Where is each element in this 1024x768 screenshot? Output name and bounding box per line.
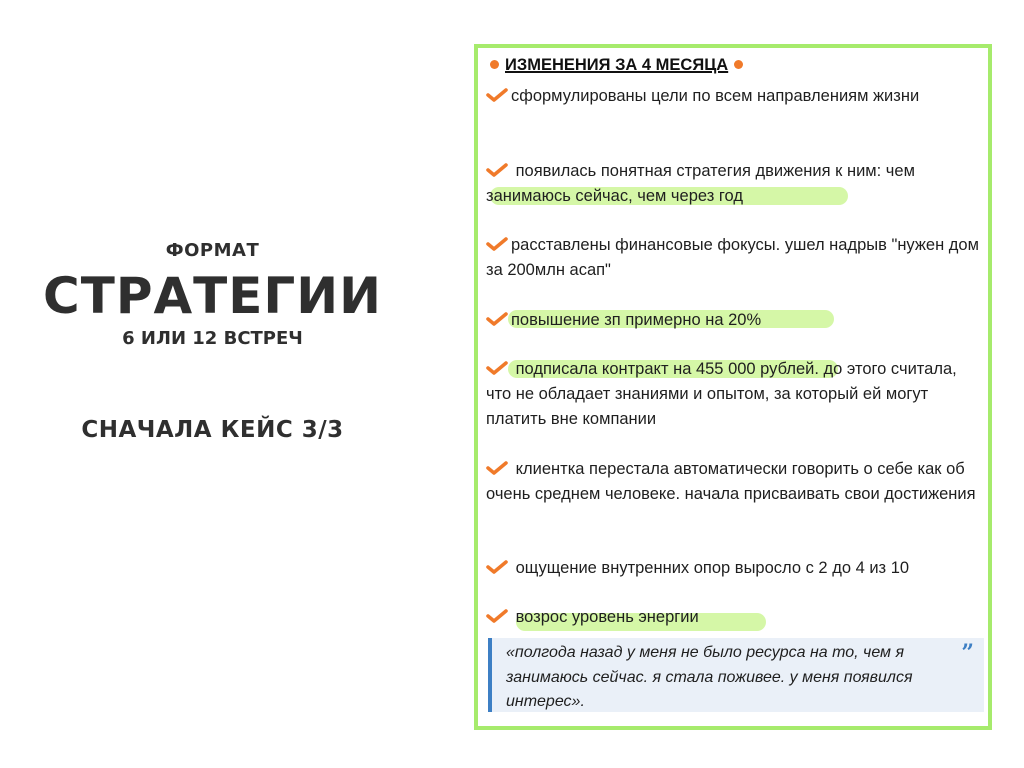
format-label: ФОРМАТ	[165, 240, 260, 261]
check-icon	[486, 608, 508, 622]
list-item	[486, 556, 986, 581]
list-item-text: расставлены финансовые фокусы. ушел надрыв "нужен дом за 200млн асап"	[486, 236, 979, 279]
check-icon	[486, 162, 508, 176]
list-item-text: клиентка перестала автоматически говорить о себе как об очень среднем человеке. начала присваивать свои достижения	[486, 460, 976, 503]
list-item-text: ощущение внутренних опор выросло с 2 до 4 из 10	[515, 559, 910, 577]
quote-text: «полгода назад у меня не было ресурса на то, чем я занимаюсь сейчас. я стала поживее. у меня появился интерес».	[506, 644, 913, 710]
left-panel	[0, 0, 430, 768]
list-item-text: появилась понятная стратегия движения к ним: чем занимаюсь сейчас, чем через год	[486, 162, 915, 205]
list-item	[486, 233, 986, 283]
check-icon	[486, 236, 508, 250]
check-icon	[486, 460, 508, 474]
list-item	[486, 84, 986, 109]
check-icon	[486, 360, 508, 374]
list-item-text: повышение зп примерно на 20%	[511, 311, 762, 329]
check-icon	[486, 311, 508, 325]
check-icon	[486, 87, 508, 101]
card-heading-text: ИЗМЕНЕНИЯ ЗА 4 МЕСЯЦА	[505, 56, 729, 74]
meetings-subtitle: 6 ИЛИ 12 ВСТРЕЧ	[122, 328, 303, 349]
list-item-text: подписала контракт на 455 000 рублей. до этого считала, что не обладает знаниями и опытом, за который ей могут платить вне компании	[486, 360, 957, 428]
page-title: СТРАТЕГИИ	[43, 267, 382, 325]
case-card	[474, 44, 992, 730]
quote-mark-icon: ”	[961, 640, 974, 666]
list-item-text: сформулированы цели по всем направлениям жизни	[511, 87, 920, 105]
orange-dot-icon	[490, 60, 499, 69]
list-item	[486, 159, 986, 209]
check-icon	[486, 559, 508, 573]
card-heading	[484, 56, 749, 80]
orange-dot-icon	[734, 60, 743, 69]
list-item	[486, 357, 986, 432]
case-label: СНАЧАЛА КЕЙС 3/3	[81, 417, 344, 443]
list-item	[486, 457, 986, 507]
list-item-text: возрос уровень энергии	[515, 608, 699, 626]
list-item	[486, 308, 986, 333]
client-quote	[488, 638, 984, 712]
list-item	[486, 605, 986, 630]
